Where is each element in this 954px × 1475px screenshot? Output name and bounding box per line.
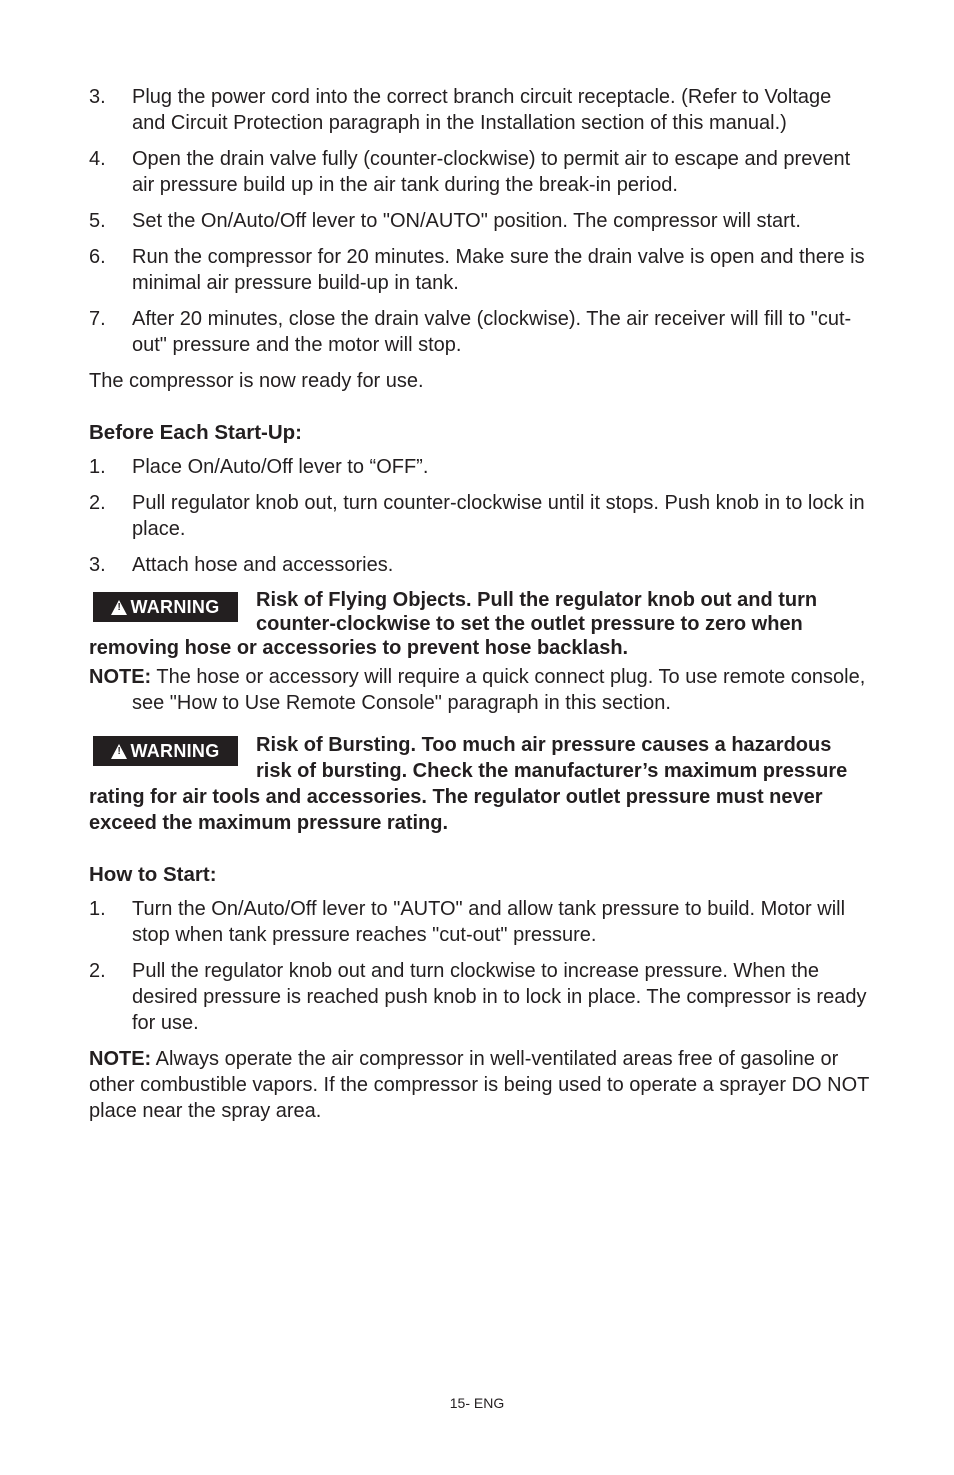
warning-flying-objects — [89, 588, 869, 660]
list-item — [89, 454, 869, 480]
note-label: NOTE: — [89, 666, 152, 688]
warning-triangle-icon — [111, 744, 127, 759]
step-number: 1. — [89, 456, 106, 478]
how-to-start-steps — [89, 896, 869, 1036]
note-text: The hose or accessory will require a quick connect plug. To use remote console, see "How to Use Remote Console" paragraph in this section. — [132, 666, 866, 714]
step-number: 5. — [89, 210, 106, 232]
warning-triangle-icon — [111, 600, 127, 615]
step-text: After 20 minutes, close the drain valve (clockwise). The air receiver will fill to "cut-out" pressure and the motor will stop. — [132, 308, 852, 356]
step-number: 2. — [89, 492, 106, 514]
warning-text: Risk of Bursting. Too much air pressure causes a hazardous risk of bursting. Check the manufacturer’s maximum pressure rating for air tools and accessories. The regulator outlet pressure must never exceed the maximum pressure rating. — [89, 734, 848, 834]
step-number: 4. — [89, 148, 106, 170]
step-number: 2. — [89, 960, 106, 982]
step-text: Run the compressor for 20 minutes. Make sure the drain valve is open and there is minimal air pressure build-up in tank. — [132, 246, 865, 294]
step-number: 6. — [89, 246, 106, 268]
list-item — [89, 146, 869, 198]
note-ventilation — [89, 1046, 869, 1124]
how-to-start-heading: How to Start: — [89, 863, 217, 886]
warning-text: Risk of Flying Objects. Pull the regulator knob out and turn counter-clockwise to set the outlet pressure to zero when removing hose or accessories to prevent hose backlash. — [89, 589, 818, 659]
list-item — [89, 84, 869, 136]
warning-badge — [93, 592, 238, 622]
step-text: Set the On/Auto/Off lever to "ON/AUTO" position. The compressor will start. — [132, 210, 801, 232]
step-text: Plug the power cord into the correct branch circuit receptacle. (Refer to Voltage and Circuit Protection paragraph in the Installation section of this manual.) — [132, 86, 832, 134]
list-item — [89, 490, 869, 542]
warning-badge-label: WARNING — [130, 597, 220, 617]
step-text: Pull the regulator knob out and turn clockwise to increase pressure. When the desired pressure is reached push knob in to lock in place. The compressor is ready for use. — [132, 960, 867, 1034]
step-text: Pull regulator knob out, turn counter-clockwise until it stops. Push knob in to lock in place. — [132, 492, 865, 540]
step-number: 1. — [89, 898, 106, 920]
list-item — [89, 306, 869, 358]
note-quick-connect — [89, 664, 869, 716]
list-item — [89, 896, 869, 948]
step-text: Attach hose and accessories. — [132, 554, 394, 576]
ready-text: The compressor is now ready for use. — [89, 370, 424, 392]
step-number: 3. — [89, 554, 106, 576]
note-text: Always operate the air compressor in well-ventilated areas free of gasoline or other combustible vapors. If the compressor is being used to operate a sprayer DO NOT place near the spray area. — [89, 1048, 869, 1122]
warning-badge — [93, 736, 238, 766]
note-label: NOTE: — [89, 1048, 152, 1070]
warning-bursting — [89, 732, 869, 836]
step-number: 3. — [89, 86, 106, 108]
warning-badge-label: WARNING — [130, 741, 220, 761]
list-item — [89, 244, 869, 296]
step-number: 7. — [89, 308, 106, 330]
list-item — [89, 552, 869, 578]
before-start-steps — [89, 454, 869, 578]
step-text: Place On/Auto/Off lever to “OFF”. — [132, 456, 429, 478]
page-number: 15- ENG — [449, 1395, 505, 1411]
intro-steps — [89, 84, 869, 358]
list-item — [89, 958, 869, 1036]
before-start-heading: Before Each Start-Up: — [89, 421, 303, 444]
list-item — [89, 208, 869, 234]
step-text: Turn the On/Auto/Off lever to "AUTO" and allow tank pressure to build. Motor will stop when tank pressure reaches "cut-out" pressure. — [132, 898, 846, 946]
manual-page — [89, 84, 869, 1134]
step-text: Open the drain valve fully (counter-clockwise) to permit air to escape and prevent air pressure build up in the air tank during the break-in period. — [132, 148, 851, 196]
